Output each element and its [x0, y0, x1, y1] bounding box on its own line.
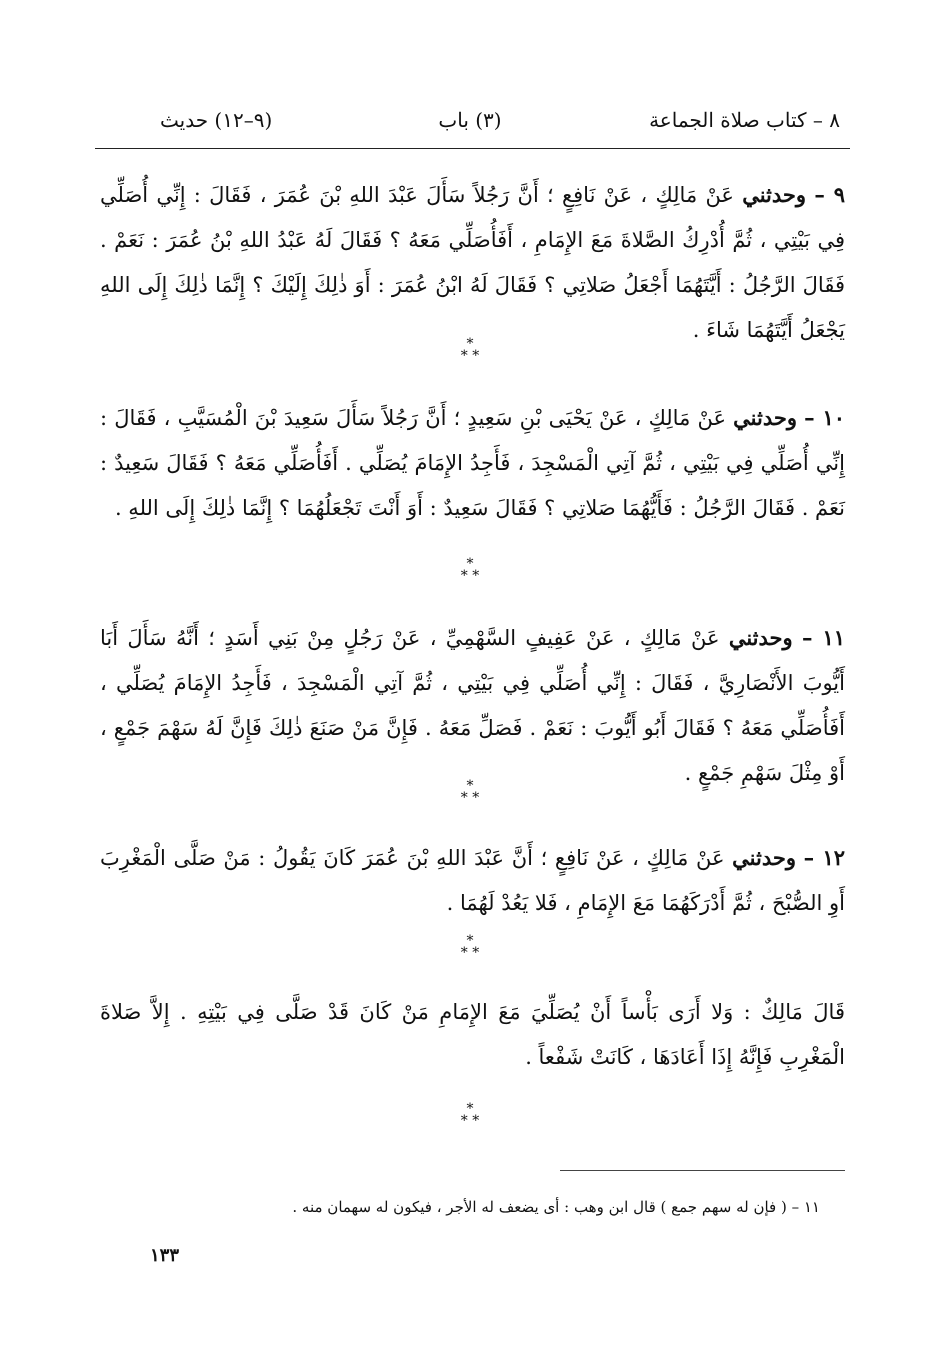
page-number: ١٣٣: [150, 1245, 180, 1266]
hadith-number: ١٠ –: [804, 405, 845, 430]
hadith-lead: وحدثني: [728, 625, 793, 650]
hadith-lead: وحدثني: [732, 845, 796, 870]
hadith-lead: وحدثني: [742, 182, 807, 207]
separator-stars: * * *: [460, 933, 480, 961]
separator-stars: * * *: [460, 778, 480, 806]
hadith-number: ١١ –: [801, 625, 846, 650]
hadith-lead: وحدثني: [733, 405, 797, 430]
hadith-text: عَنْ مَالِكٍ ، عَنْ عَفِيفٍ السَّهْمِيِّ ، عَنْ رَجُلٍ مِنْ بَنِي أَسَدٍ ؛ أَنَّهُ سَأَلَ أَبَا أَيُّوبَ الأَنْصَارِيَّ ، فَقَالَ : إِنِّي أُصَلِّي فِي بَيْتِي ، ثُمَّ آتِي الْمَسْجِدَ ، فَأَجِدُ الإِمَامَ يُصَلِّي ، أَفَأُصَلِّي مَعَهُ ؟ فَقَالَ أَبُو أَيُّوبَ : نَعَمْ . فَصَلِّ مَعَهُ . فَإِنَّ مَنْ صَنَعَ ذٰلِكَ فَإِنَّ لَهُ سَهْمَ جَمْعٍ ، أَوْ مِثْلَ سَهْمِ جَمْعٍ .: [100, 626, 845, 785]
separator-stars: * * *: [460, 336, 480, 364]
footnote-rule: [560, 1170, 845, 1171]
hadith-10: [100, 395, 845, 531]
hadith-9: [100, 172, 845, 353]
hadith-text: عَنْ مَالِكٍ ، عَنْ يَحْيَى بْنِ سَعِيدٍ ؛ أَنَّ رَجُلاً سَأَلَ سَعِيدَ بْنَ الْمُسَيَّبِ ، فَقَالَ : إِنِّي أُصَلِّي فِي بَيْتِي ، ثُمَّ آتِي الْمَسْجِدَ ، فَأَجِدُ الإِمَامَ يُصَلِّي . أَفَأُصَلِّي مَعَهُ ؟ فَقَالَ سَعِيدٌ : نَعَمْ . فَقَالَ الرَّجُلُ : فَأَيُّهُمَا صَلاتِي ؟ فَقَالَ سَعِيدٌ : أَوَ أَنْتَ تَجْعَلُهُمَا ؟ إِنَّمَا ذٰلِكَ إِلَى اللهِ .: [100, 406, 845, 520]
hadith-range: (٩–١٢) حديث: [160, 108, 273, 132]
hadith-11: [100, 615, 845, 796]
hadith-text: عَنْ مَالِكٍ ، عَنْ نَافِعٍ ؛ أَنَّ رَجُلاً سَأَلَ عَبْدَ اللهِ بْنَ عُمَرَ ، فَقَالَ : إِنِّي أُصَلِّي فِي بَيْتِي ، ثُمَّ أُدْرِكُ الصَّلاةَ مَعَ الإِمَامِ ، أَفَأُصَلِّي مَعَهُ ؟ فَقَالَ لَهُ عَبْدُ اللهِ بْنُ عُمَرَ : نَعَمْ . فَقَالَ الرَّجُلُ : أَيَّتَهُمَا أَجْعَلُ صَلاتِي ؟ فَقَالَ لَهُ ابْنُ عُمَرَ : أَوَ ذٰلِكَ إِلَيْكَ ؟ إِنَّمَا ذٰلِكَ إِلَى اللهِ يَجْعَلُ أَيَّتَهُمَا شَاءَ .: [100, 183, 845, 342]
hadith-text: عَنْ مَالِكٍ ، عَنْ نَافِعٍ ؛ أَنَّ عَبْدَ اللهِ بْنَ عُمَرَ كَانَ يَقُولُ : مَنْ صَلَّى الْمَغْرِبَ أَوِ الصُّبْحَ ، ثُمَّ أَدْرَكَهُمَا مَعَ الإِمَامِ ، فَلا يَعُدْ لَهُمَا .: [100, 846, 845, 915]
chapter-title: ٨ – كتاب صلاة الجماعة: [649, 108, 840, 132]
hadith-number: ١٢ –: [803, 845, 845, 870]
section-title: (٣) باب: [438, 108, 502, 132]
commentary-text: قَالَ مَالِكٌ : وَلا أَرَى بَأْساً أَنْ يُصَلِّيَ مَعَ الإِمَامِ مَنْ كَانَ قَدْ صَلَّى فِي بَيْتِهِ . إِلاَّ صَلاةَ الْمَغْرِبِ فَإِنَّهُ إِذَا أَعَادَهَا ، كَانَتْ شَفْعاً .: [100, 1000, 845, 1069]
hadith-12: [100, 835, 845, 926]
footnote: ١١ – ( فإن له سهم جمع ) قال ابن وهب : أى يضعف له الأجر ، فيكون له سهمان منه .: [292, 1198, 820, 1216]
separator-stars: * * *: [460, 556, 480, 584]
header-rule: [95, 148, 850, 149]
hadith-number: ٩ –: [814, 182, 845, 207]
malik-commentary: [100, 990, 845, 1080]
page-header: [100, 108, 840, 144]
separator-stars: * * *: [460, 1101, 480, 1129]
